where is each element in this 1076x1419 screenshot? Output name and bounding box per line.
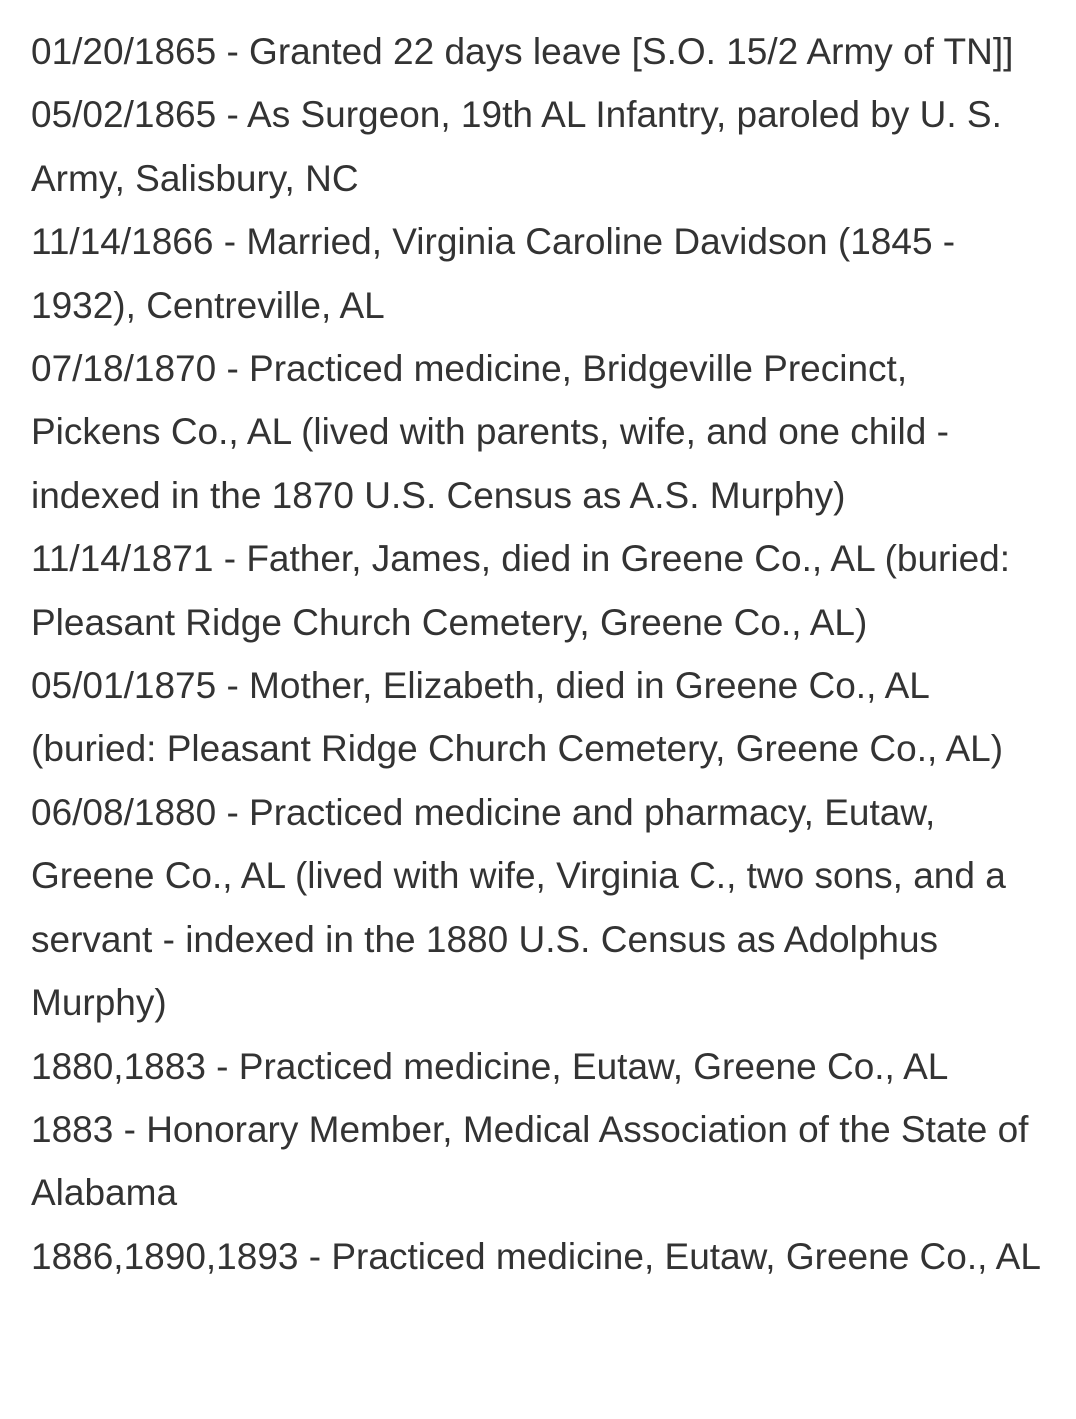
timeline-entry-1880-1883-practice: 1880,1883 - Practiced medicine, Eutaw, Greene Co., AL — [31, 1045, 949, 1087]
timeline-entry-1871-father-death: 11/14/1871 - Father, James, died in Greene Co., AL (buried: Pleasant Ridge Church Cemetery, Greene Co., AL) — [31, 538, 1011, 643]
timeline-entry-1883-honorary-member: 1883 - Honorary Member, Medical Association of the State of Alabama — [31, 1108, 1029, 1214]
timeline-entry-1866-marriage: 11/14/1866 - Married, Virginia Caroline Davidson (1845 - 1932), Centreville, AL — [31, 221, 956, 326]
timeline-entry-1875-mother-death: 05/01/1875 - Mother, Elizabeth, died in Greene Co., AL (buried: Pleasant Ridge Church Cemetery, Greene Co., AL) — [31, 665, 1004, 770]
timeline-entry-1886-1893-practice: 1886,1890,1893 - Practiced medicine, Eutaw, Greene Co., AL — [31, 1235, 1041, 1277]
timeline-entry-1880-census: 06/08/1880 - Practiced medicine and pharmacy, Eutaw, Greene Co., AL (lived with wife, Virginia C., two sons, and a servant - indexed in the 1880 U.S. Census as Adolphus Murphy) — [31, 791, 1006, 1024]
timeline-entry-1865-parole: 05/02/1865 - As Surgeon, 19th AL Infantry, paroled by U. S. Army, Salisbury, NC — [31, 94, 1002, 199]
timeline-entry-1870-census: 07/18/1870 - Practiced medicine, Bridgeville Precinct, Pickens Co., AL (lived with parents, wife, and one child - indexed in the 1870 U.S. Census as A.S. Murphy) — [31, 348, 949, 516]
timeline-entry-1865-leave: 01/20/1865 - Granted 22 days leave [S.O. 15/2 Army of TN]] — [31, 31, 1014, 72]
